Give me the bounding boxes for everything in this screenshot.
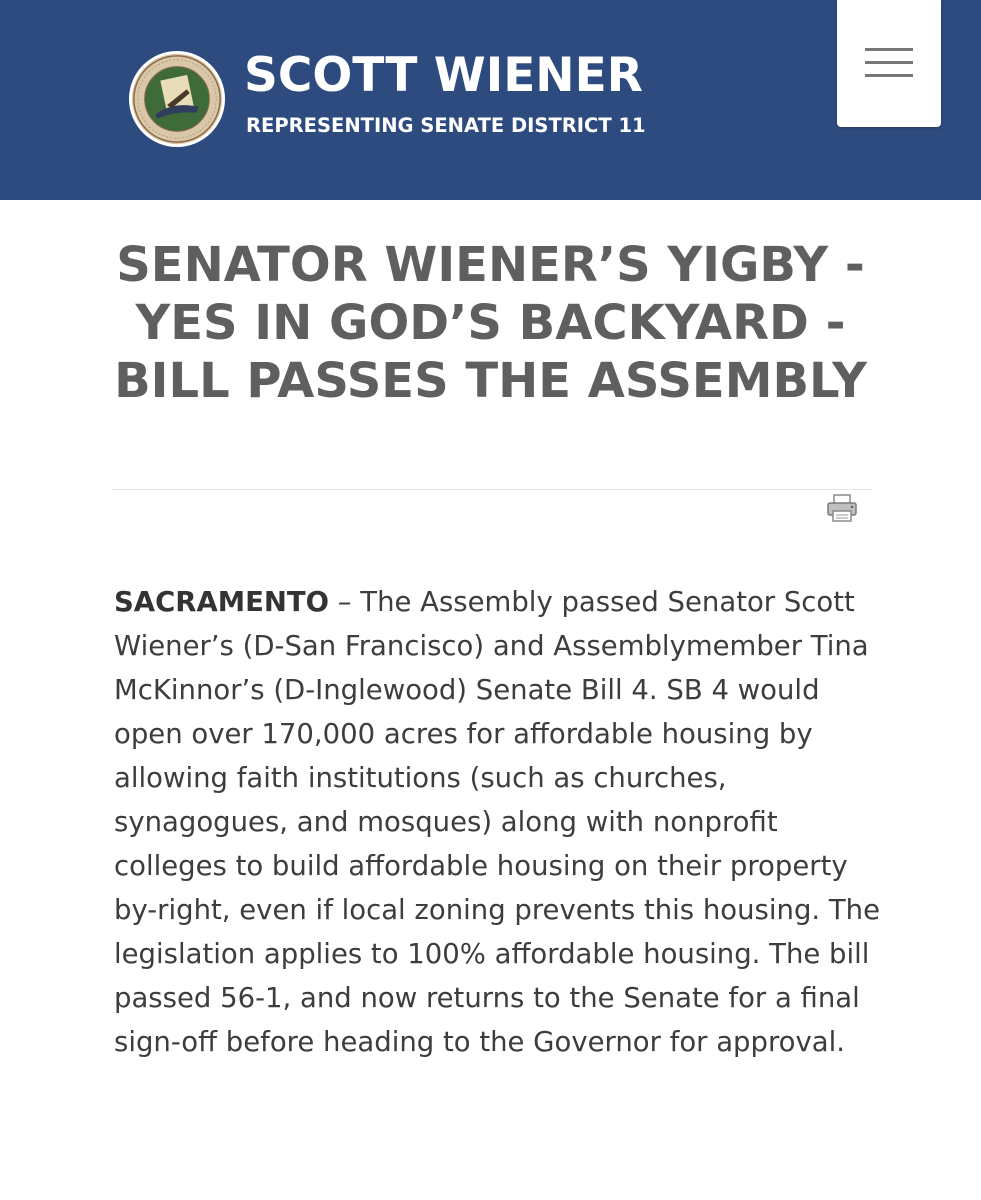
title-divider: [112, 489, 872, 490]
california-senate-seal-icon[interactable]: [128, 50, 226, 148]
article-body-text: – The Assembly passed Senator Scott Wiener’s (D-San Francisco) and Assemblymember Tina McKinnor’s (D-Inglewood) Senate Bill 4. SB 4 would open over 170,000 acres for affordable housing by allowing faith institutions (such as churches, synagogues, and mosques) along with nonprofit colleges to build affordable housing on their property by-right, even if local zoning prevents this housing. The legislation applies to 100% affordable housing. The bill passed 56-1, and now returns to the Senate for a final sign-off before heading to the Governor for approval.: [114, 586, 881, 1058]
dateline: SACRAMENTO: [114, 586, 330, 618]
menu-button[interactable]: [837, 0, 941, 127]
site-header: [0, 0, 981, 200]
site-title[interactable]: SCOTT WIENER: [244, 48, 643, 103]
site-tagline: REPRESENTING SENATE DISTRICT 11: [246, 114, 646, 137]
article-body: [114, 580, 894, 1064]
article-title: SENATOR WIENER’S YIGBY - YES IN GOD’S BACKYARD - BILL PASSES THE ASSEMBLY: [114, 237, 867, 409]
hamburger-menu-icon: [837, 0, 941, 127]
print-icon[interactable]: [825, 492, 859, 524]
